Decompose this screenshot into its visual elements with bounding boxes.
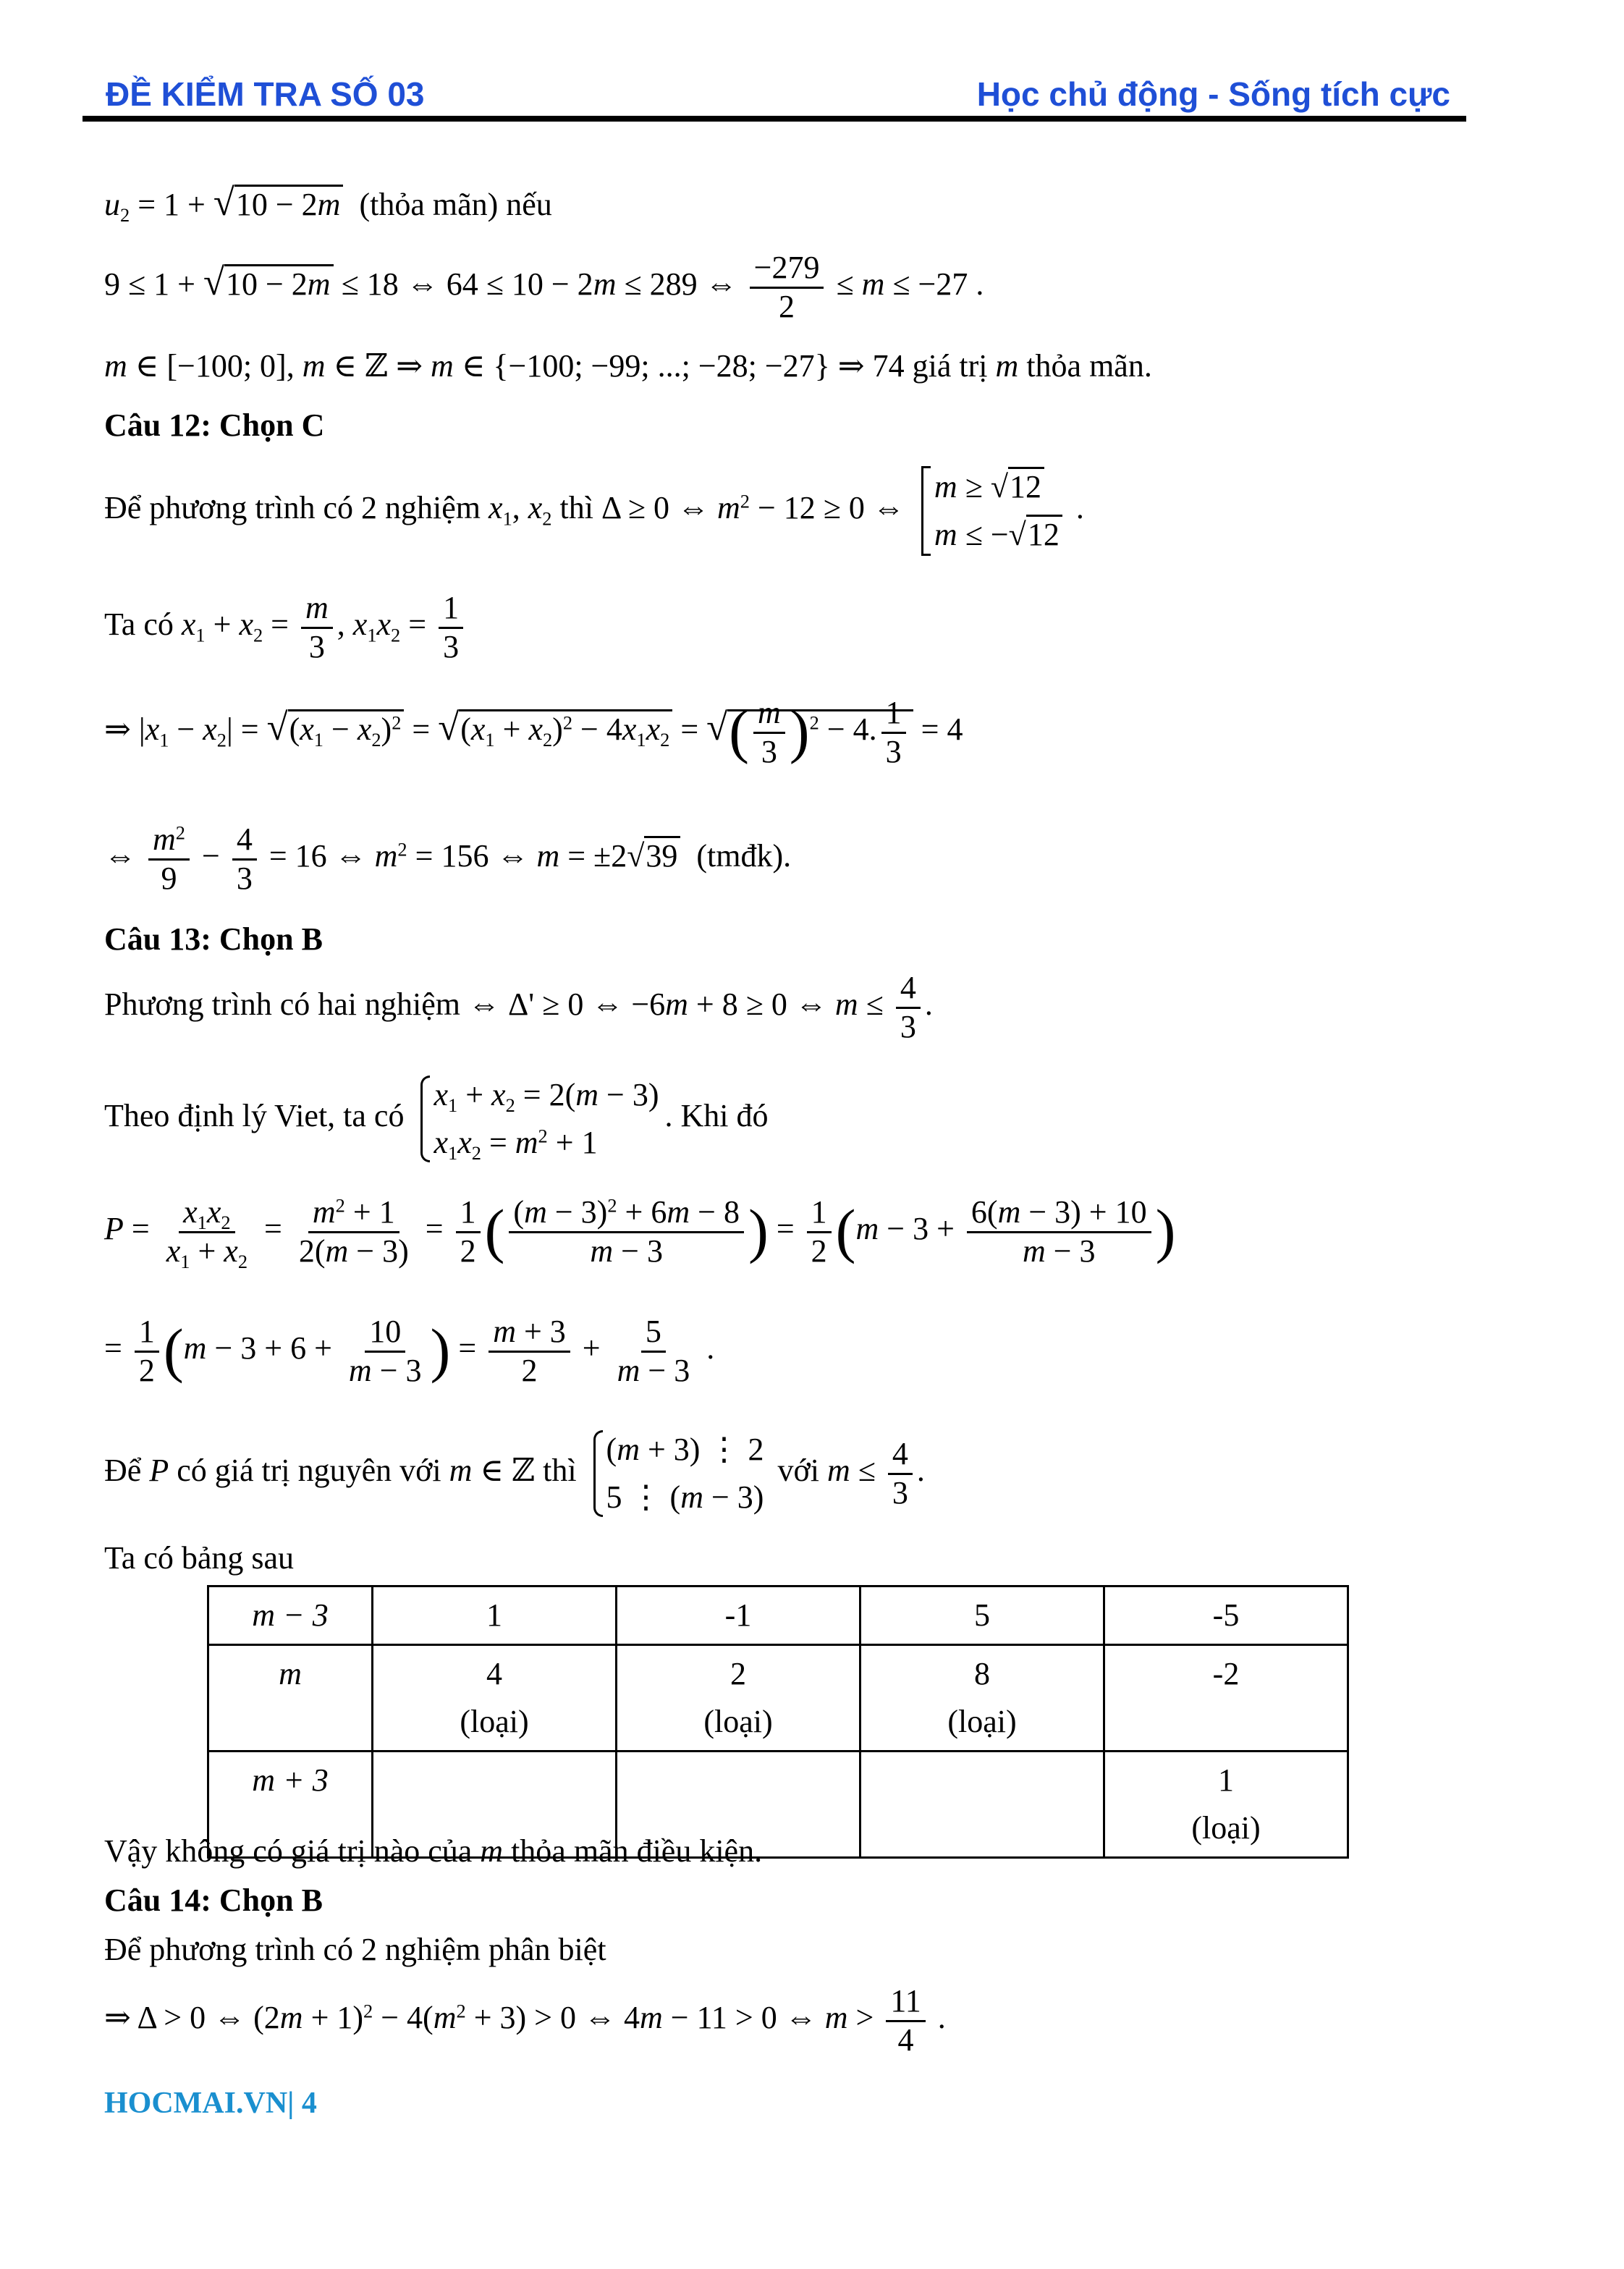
- table-cell: 5: [860, 1586, 1104, 1645]
- footer-page-label: HOCMAI.VN| 4: [104, 2087, 317, 2120]
- table-cell: [373, 1645, 617, 1752]
- condP-d: với: [777, 1453, 819, 1489]
- condP-a: Để: [104, 1453, 142, 1489]
- q14-intro: Để phương trình có 2 nghiệm phân biệt: [104, 1932, 606, 1967]
- conclusion-tail: thỏa mãn điều kiện.: [511, 1833, 763, 1869]
- viet-text: Theo định lý Viet, ta có: [104, 1098, 405, 1134]
- cell-value: 8: [974, 1656, 990, 1691]
- cell-note: (loại): [703, 1704, 773, 1739]
- question-12-heading: Câu 12: Chọn C: [104, 407, 325, 443]
- taco-text: Ta có: [104, 607, 174, 643]
- math-line-q12-abs: ⇒ $|x_1 - x_2| = √(x_1 - x_2)^2 = √(x_1 + x_2)^2 - 4x_1x_2$ = √( $\frac{m}{3}$ )$^2$ − 4. $\frac{1}{3}$ = 4: [104, 695, 963, 769]
- q13-intro: Phương trình có hai nghiệm: [104, 986, 460, 1023]
- cell-value: 1: [1218, 1762, 1234, 1798]
- cell-note: (loại): [947, 1704, 1017, 1739]
- math-line-q14-discriminant: ⇒ Δ > 0 ⇔ $(2m + 1)^2 - 4(m^2 + 3) > 0$ ⇔ 4m − 11 > 0 ⇔ m > $\frac{11}{4}$ .: [104, 1983, 946, 2058]
- table-cell: [1104, 1645, 1348, 1752]
- table-cell: [860, 1645, 1104, 1752]
- note-thoa-man: (thỏa mãn) nếu: [359, 187, 552, 222]
- cell-note: (loại): [460, 1704, 529, 1739]
- cell-value: 2: [730, 1656, 746, 1691]
- header-rule: [83, 116, 1466, 122]
- divisor-table: [207, 1585, 1349, 1859]
- header-title: ĐỀ KIỂM TRA SỐ 03: [106, 75, 425, 113]
- table-cell: [617, 1645, 860, 1752]
- table-head: m: [208, 1645, 373, 1752]
- table-head: m − 3: [208, 1586, 373, 1645]
- question-13-heading: Câu 13: Chọn B: [104, 921, 323, 957]
- math-line-q12-solve: ⇔ $\frac{m^2}{9}$ − $\frac{4}{3}$ = 16 ⇔ $m^2 = 156$ ⇔ m = ±2√39 (tmđk).: [104, 821, 792, 896]
- table-cell: -1: [617, 1586, 860, 1645]
- q12-intro: Để phương trình có 2 nghiệm: [104, 490, 481, 526]
- count-tail: thỏa mãn.: [1026, 348, 1152, 384]
- q12-thi: thì: [559, 490, 593, 526]
- math-line-q13-discriminant: Phương trình có hai nghiệm ⇔ Δ' ≥ 0 ⇔ −6m + 8 ≥ 0 ⇔ m ≤ $\frac{4}{3}$ .: [104, 970, 933, 1044]
- khido-text: . Khi đó: [664, 1098, 769, 1134]
- math-line-range: m ∈ [−100; 0], m ∈ ℤ ⇒ m ∈ {−100; −99; ...; −28; −27} ⇒ 74 giá trị m thỏa mãn.: [104, 348, 1152, 384]
- table-cell: [1104, 1752, 1348, 1858]
- table-head: m + 3: [208, 1752, 373, 1858]
- count-text: 74 giá trị: [872, 348, 988, 384]
- math-line-P-expression: P = $\frac{x_1x_2}{x_1 + x_2}$ = $\frac{m^2 + 1}{2(m - 3)}$ = $\frac{1}{2}$ ( $\frac{(m - 3)^2 + 6m - 8}{m - 3}$ ) = $\frac{1}{2}$ (m − 3 + $\frac{6(m - 3) + 10}{m - 3}$ ): [104, 1194, 1176, 1272]
- header-slogan: Học chủ động - Sống tích cực: [976, 75, 1450, 113]
- question-14-heading: Câu 14: Chọn B: [104, 1883, 323, 1918]
- cell-value: -2: [1212, 1656, 1240, 1691]
- conclusion-text: Vậy không có giá trị nào của: [104, 1833, 473, 1869]
- table-intro: Ta có bảng sau: [104, 1540, 295, 1576]
- math-line-u2: $u_2 = 1 + √10 - 2m$ (thỏa mãn) nếu: [104, 182, 552, 227]
- math-line-q12-discriminant: Để phương trình có 2 nghiệm $x_1$, $x_2$ thì Δ ≥ 0 ⇔ $m^2 - 12 \ge 0$ ⇔ m ≥ √12 m ≤ −√12 .: [104, 463, 1084, 559]
- table-row: [208, 1645, 1348, 1752]
- math-line-P-simplified: = $\frac{1}{2}$ (m − 3 + 6 + $\frac{10}{m - 3}$ ) = $\frac{m + 3}{2}$ + $\frac{5}{m - 3}$ .: [104, 1314, 715, 1388]
- math-line-q12-viet: Ta có $x_1 + x_2$ = $\frac{m}{3}$ , $x_1x_2$ = $\frac{1}{3}$: [104, 590, 468, 665]
- math-line-P-condition: Để P có giá trị nguyên với m ∈ ℤ thì (m + 3) ⋮ 2 5 ⋮ (m − 3) với m ≤ $\frac{4}{3}$ .: [104, 1426, 925, 1521]
- math-line-inequality: 9 ≤ 1 + √10 − 2m ≤ 18 ⇔ 64 ≤ 10 − 2m ≤ 289 ⇔ $\frac{-279}{2}$ ≤ m ≤ −27 .: [104, 250, 984, 324]
- condP-c: thì: [543, 1453, 577, 1489]
- table-row: [208, 1586, 1348, 1645]
- cell-value: 4: [486, 1656, 502, 1691]
- math-line-q13-viet: Theo định lý Viet, ta có $x_1 + x_2 = 2(m - 3)$ $x_1x_2 = m^2 + 1$ . Khi đó: [104, 1071, 768, 1167]
- table-cell: -5: [1104, 1586, 1348, 1645]
- table-cell: 1: [373, 1586, 617, 1645]
- table-cell: [860, 1752, 1104, 1858]
- condP-b: có giá trị nguyên với: [177, 1453, 441, 1489]
- cell-note: (loại): [1191, 1810, 1261, 1846]
- conclusion-line: Vậy không có giá trị nào của m thỏa mãn điều kiện.: [104, 1833, 763, 1869]
- tmdk-text: (tmđk).: [696, 838, 792, 874]
